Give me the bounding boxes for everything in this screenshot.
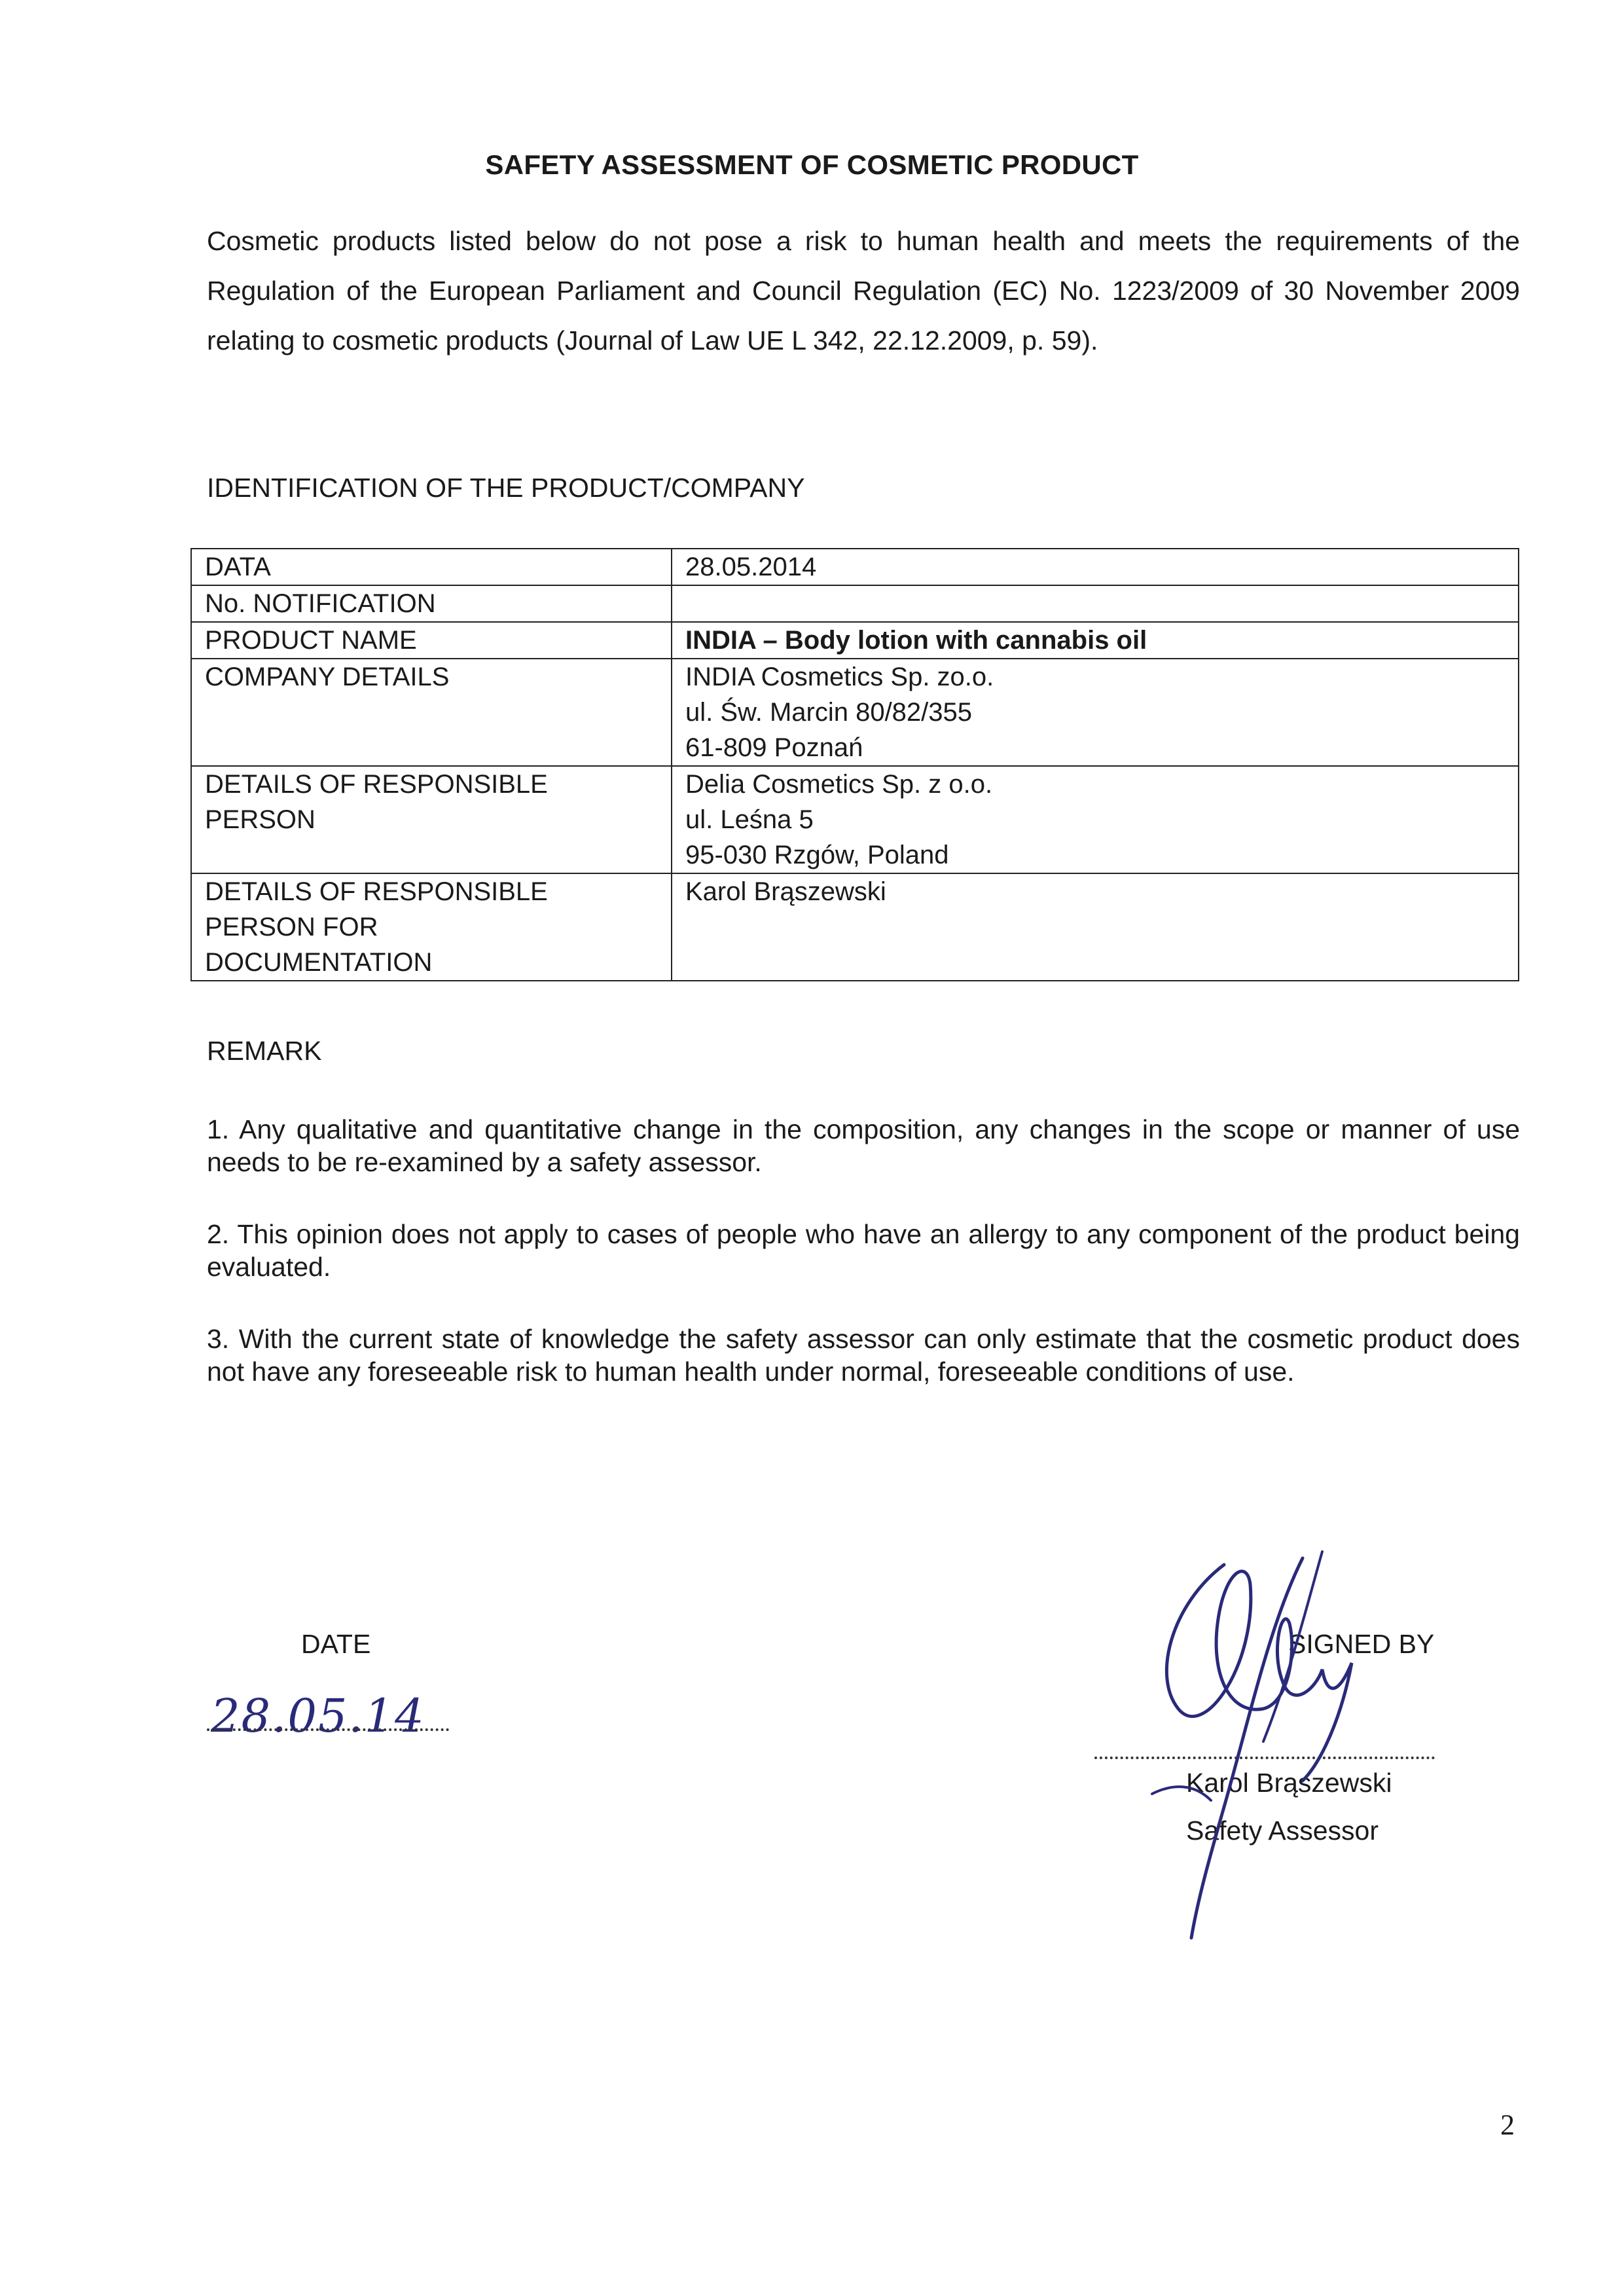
identification-table [190, 548, 1519, 981]
intro-paragraph: Cosmetic products listed below do not pose a risk to human health and meets the requirements of the Regulation of the European Parliament and Council Regulation (EC) No. 1223/2009 of 30 November 2009 relating to cosmetic products (Journal of Law UE L 342, 22.12.2009, p. 59). [207, 226, 1520, 355]
documentation-label-line: DETAILS OF RESPONSIBLE [205, 877, 548, 906]
responsible-line: Delia Cosmetics Sp. z o.o. [685, 770, 993, 799]
responsible-line: ul. Leśna 5 [685, 805, 814, 834]
company-line: INDIA Cosmetics Sp. zo.o. [685, 663, 994, 691]
documentation-label-line: DOCUMENTATION [205, 948, 433, 977]
handwritten-signature [1126, 1545, 1401, 1951]
responsible-label [191, 766, 672, 873]
documentation-label-line: PERSON FOR [205, 913, 378, 941]
date-label: DATE [301, 1629, 371, 1659]
company-value [672, 659, 1519, 766]
table-row [191, 766, 1519, 873]
product-value: INDIA – Body lotion with cannabis oil [672, 622, 1519, 659]
remark-heading: REMARK [207, 1036, 322, 1066]
date-dotted-line [207, 1728, 449, 1731]
table-row [191, 873, 1519, 981]
data-value: 28.05.2014 [672, 549, 1519, 585]
company-line: 61-809 Poznań [685, 733, 863, 762]
remark-item-1: 1. Any qualitative and quantitative change in the composition, any changes in the scope or manner of use needs to be re-examined by a safety assessor. [207, 1114, 1520, 1177]
signed-by-label: SIGNED BY [1288, 1629, 1435, 1659]
company-line: ul. Św. Marcin 80/82/355 [685, 698, 973, 727]
responsible-line: 95-030 Rzgów, Poland [685, 841, 949, 869]
table-row [191, 622, 1519, 659]
documentation-label [191, 873, 672, 981]
data-label: DATA [191, 549, 672, 585]
remark-item-2: 2. This opinion does not apply to cases of people who have an allergy to any component of the product being evaluated. [207, 1219, 1520, 1282]
company-label: COMPANY DETAILS [191, 659, 672, 766]
handwritten-date: 28.05.14 [211, 1689, 425, 1743]
notification-value [672, 585, 1519, 622]
responsible-value [672, 766, 1519, 873]
section-heading: IDENTIFICATION OF THE PRODUCT/COMPANY [207, 473, 805, 503]
documentation-value: Karol Brąszewski [672, 873, 1519, 981]
product-label: PRODUCT NAME [191, 622, 672, 659]
signer-role: Safety Assessor [1186, 1815, 1379, 1846]
table-row [191, 659, 1519, 766]
signer-name: Karol Brąszewski [1186, 1768, 1392, 1798]
table-row [191, 585, 1519, 622]
document-title: SAFETY ASSESSMENT OF COSMETIC PRODUCT [485, 149, 1139, 180]
responsible-label-line: PERSON [205, 805, 316, 834]
page-number: 2 [1500, 2109, 1515, 2141]
table-row [191, 549, 1519, 585]
responsible-label-line: DETAILS OF RESPONSIBLE [205, 770, 548, 799]
notification-label: No. NOTIFICATION [191, 585, 672, 622]
remark-item-3: 3. With the current state of knowledge the safety assessor can only estimate that the cosmetic product does not have any foreseeable risk to human health under normal, foreseeable conditions of use. [207, 1324, 1520, 1387]
